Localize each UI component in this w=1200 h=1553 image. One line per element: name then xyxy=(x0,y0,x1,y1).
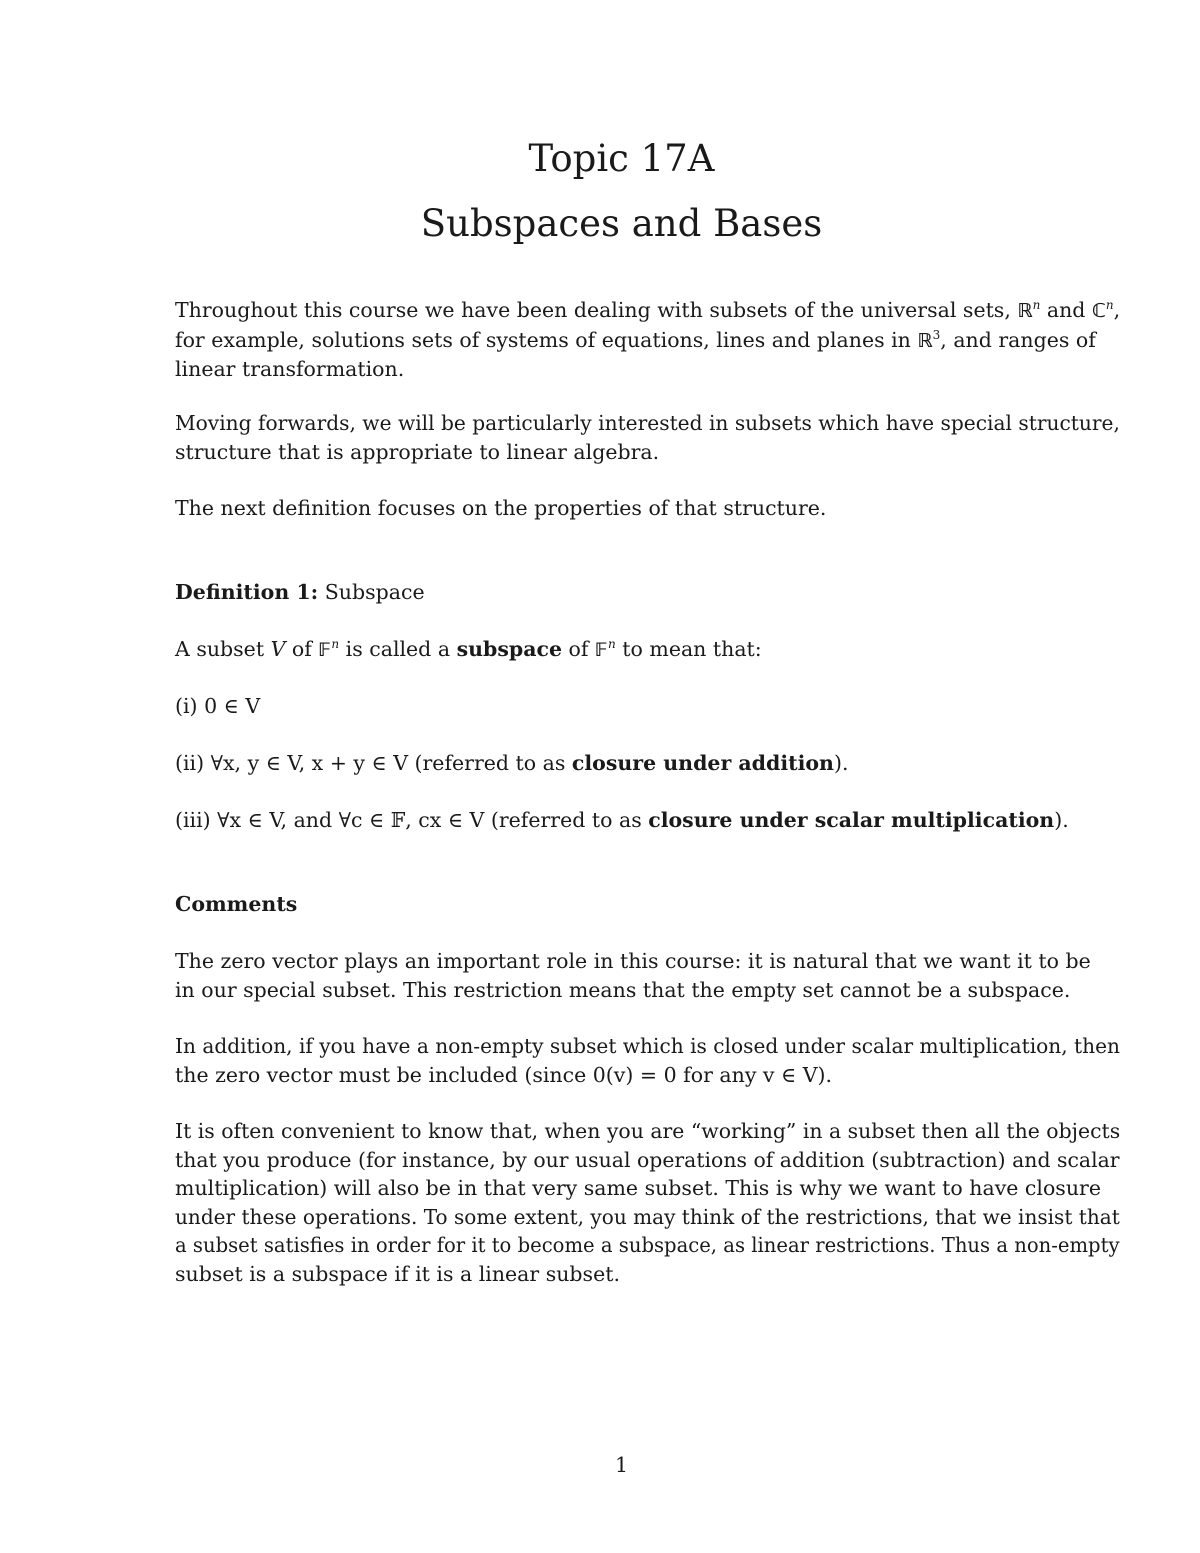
definition-name: Subspace xyxy=(318,580,425,604)
comment-paragraph-3: It is often convenient to know that, when you are “working” in a subset then all the objects that you produce (for instance, by our usual operations of addition (subtraction) and scalar multiplication) will also be in that very same subset. This is why we want to have closure under these operations. To some extent, you may think of the restrictions, that we insist that a subset satisfies in order for it to become a subspace, as linear restrictions. Thus a non-empty subset is a subspace if it is a linear subset. xyxy=(175,1119,1121,1286)
moving-paragraph: Moving forwards, we will be particularly interested in subsets which have special structure, structure that is appropriate to linear algebra. xyxy=(175,411,1120,464)
subspace-term: subspace xyxy=(456,637,563,661)
condition-ii: (ii) ∀x, y ∈ V, x + y ∈ V (referred to as closure under addition). xyxy=(175,751,849,775)
condition-i: (i) 0 ∈ V xyxy=(175,694,261,718)
intro-paragraph xyxy=(175,296,1121,384)
comment-paragraph-1: The zero vector plays an important role in this course: it is natural that we want it to be in our special subset. This restriction means that the empty set cannot be a subspace. xyxy=(175,949,1091,1002)
intro-line-2: for example, solutions sets of systems of equations, lines and planes in ℝ$^3$, and ranges of xyxy=(175,327,1096,352)
definition-heading xyxy=(175,578,1115,607)
definition-statement: A subset V of 𝔽$^n$ is called a subspace of 𝔽$^n$ to mean that: xyxy=(175,637,762,661)
next-definition-paragraph: The next definition focuses on the properties of that structure. xyxy=(175,496,827,520)
page-number: 1 xyxy=(614,1453,629,1477)
condition-iii: (iii) ∀x ∈ V, and ∀c ∈ 𝔽, cx ∈ V (referred to as closure under scalar multiplication). xyxy=(175,808,1069,832)
closure-addition-term: closure under addition xyxy=(571,751,834,775)
complex-set-symbol: ℂ xyxy=(1091,300,1106,322)
page-subtitle: Subspaces and Bases xyxy=(420,202,823,245)
intro-line-3: linear transformation. xyxy=(175,357,405,382)
comments-heading: Comments xyxy=(175,892,298,916)
definition-label: Definition 1: xyxy=(175,580,319,604)
real-set-symbol: ℝ xyxy=(1017,300,1033,322)
intro-line-1: Throughout this course we have been dealing with subsets of the universal sets, ℝ$^n$ and ℂ$^n$, xyxy=(175,298,1121,322)
page-title: Topic 17A xyxy=(528,137,715,180)
comment-paragraph-2: In addition, if you have a non-empty subset which is closed under scalar multiplication, then the zero vector must be included (since 0(v) = 0 for any v ∈ V). xyxy=(175,1034,1121,1087)
closure-scalar-term: closure under scalar multiplication xyxy=(648,808,1055,832)
